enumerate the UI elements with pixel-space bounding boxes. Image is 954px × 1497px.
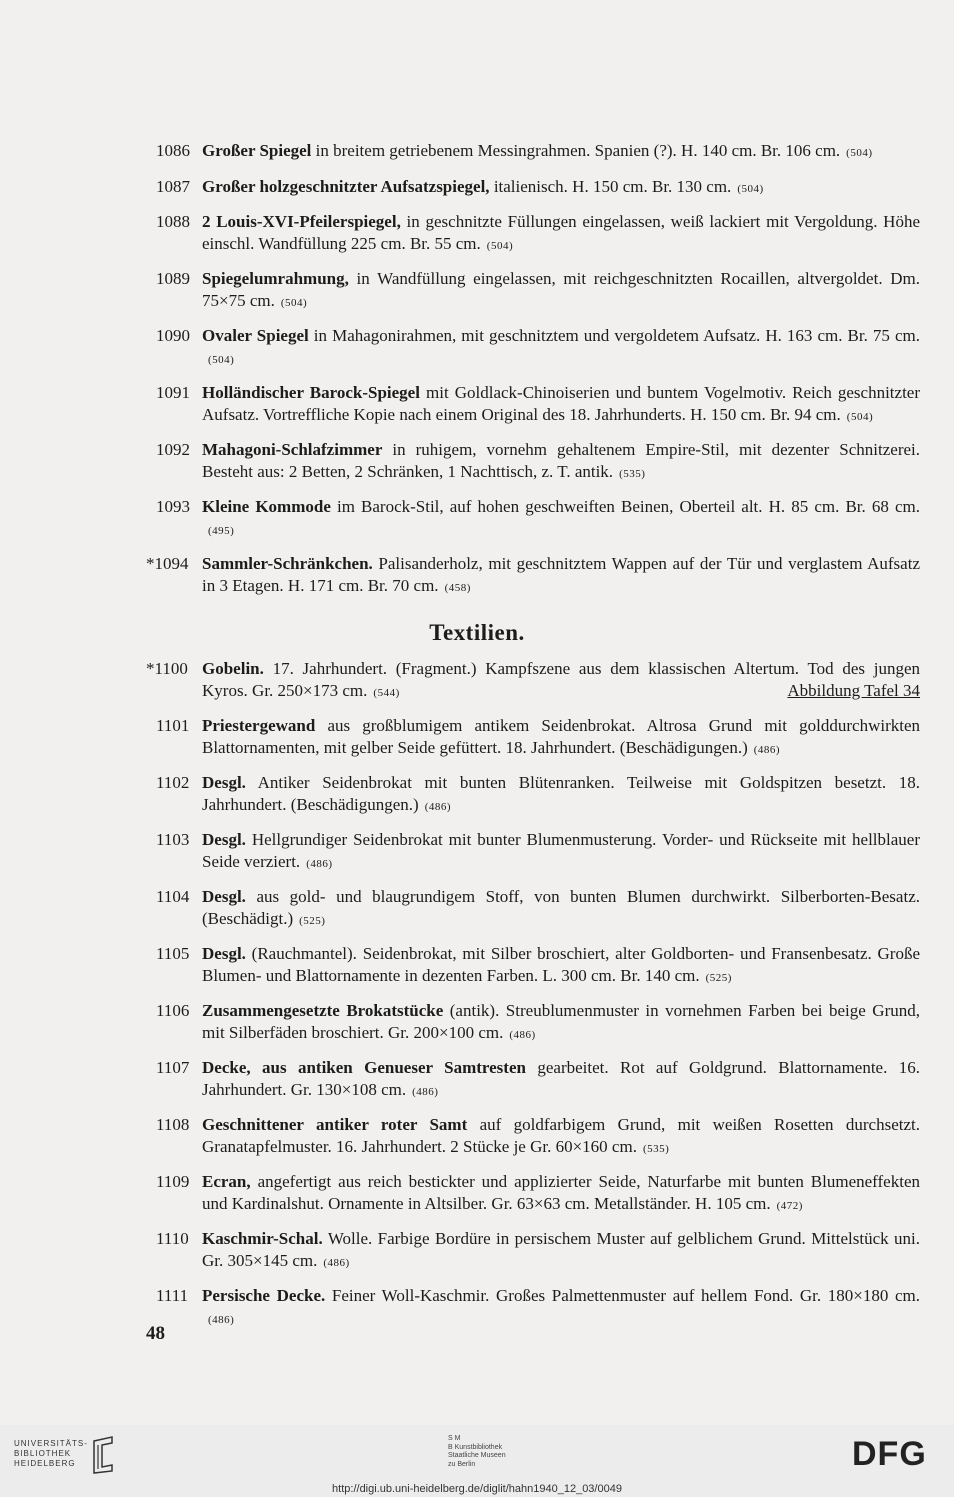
lot-title: Ovaler Spiegel (202, 326, 309, 345)
catalog-entry (158, 496, 920, 542)
lot-number: 1092 (156, 440, 190, 459)
digitization-footer (0, 1425, 954, 1497)
lot-title: 2 Louis-XVI-Pfeilerspiegel, (202, 212, 401, 231)
consignor-ref: (525) (299, 914, 326, 927)
page-number: 48 (146, 1323, 165, 1344)
lot-description: (antik). Streublumenmuster in vornehmen Farben bei beige Grund, mit Silberfäden broschiert. Gr. 200×100 cm. (202, 1001, 920, 1042)
catalog-entry (158, 439, 920, 485)
lot-description: im Barock-Stil, auf hohen geschweiften Beinen, Oberteil alt. H. 85 cm. Br. 68 cm. (330, 497, 920, 516)
lot-number: 1107 (156, 1058, 190, 1077)
lot-number: 1105 (156, 944, 190, 963)
catalog-entries-furniture (146, 140, 921, 610)
lot-description: gearbeitet. Rot auf Goldgrund. Blattornamente. 16. Jahrhundert. Gr. 130×108 cm. (202, 1058, 920, 1099)
consignor-ref: (458) (444, 581, 471, 594)
catalog-entry (158, 943, 920, 989)
catalog-entry (158, 176, 920, 201)
lot-number: *1094 (146, 554, 189, 573)
consignor-ref: (504) (208, 353, 235, 366)
consignor-ref: (535) (642, 1142, 670, 1155)
catalog-entry (158, 1171, 920, 1217)
consignor-ref: (495) (208, 524, 235, 537)
lot-description: (Rauchmantel). Seidenbrokat, mit Silber broschiert, alter Goldborten- und Fransenbesatz. Große Blumen- und Blattornamente in dezenten Farben. L. 300 cm. Br. 140 cm. (202, 944, 920, 985)
catalog-entry (158, 382, 920, 428)
lot-title: Desgl. (202, 944, 246, 963)
lot-title: Kleine Kommode (202, 497, 331, 516)
permalink-url[interactable]: http://digi.ub.uni-heidelberg.de/diglit/hahn1940_12_03/0049 (332, 1483, 622, 1495)
lot-number: 1089 (156, 269, 190, 288)
plate-reference: Abbildung Tafel 34 (787, 680, 920, 700)
lot-number: 1106 (156, 1001, 190, 1020)
consignor-ref: (535) (619, 467, 646, 480)
consignor-ref: (504) (280, 296, 308, 309)
catalog-entry (158, 1000, 920, 1046)
lot-description: Wolle. Farbige Bordüre in persischem Muster auf gelblichem Grund. Mittelstück uni. Gr. 305×145 cm. (202, 1229, 920, 1270)
lot-description: angefertigt aus reich bestickter und applizierter Seide, Naturfarbe mit bunten Blumeneffekten und Kardinalshut. Ornamente in Altsilber. Gr. 63×63 cm. Metallständer. H. 105 cm. (202, 1172, 920, 1213)
lot-description: auf goldfarbigem Grund, mit weißen Rosetten durchsetzt. Granatapfelmuster. 16. Jahrhundert. 2 Stücke je Gr. 60×160 cm. (202, 1115, 920, 1156)
catalog-entry (158, 772, 920, 818)
consignor-ref: (486) (306, 857, 333, 870)
lot-title: Spiegelumrahmung, (202, 269, 349, 288)
dfg-logo: DFG (852, 1435, 927, 1473)
consignor-ref: (504) (737, 182, 764, 195)
consignor-ref: (544) (373, 686, 400, 699)
lot-title: Kaschmir-Schal. (202, 1229, 323, 1248)
lot-title: Priestergewand (202, 716, 316, 735)
catalog-entries-textiles (146, 658, 920, 1342)
consignor-ref: (486) (509, 1028, 536, 1041)
lot-number: 1091 (156, 383, 190, 402)
catalog-entry (158, 325, 920, 371)
lot-description: italienisch. H. 150 cm. Br. 130 cm. (489, 176, 732, 196)
lot-number: 1101 (156, 716, 190, 735)
university-emblem-icon (90, 1435, 116, 1475)
lot-title: Ecran, (202, 1172, 251, 1191)
lot-title: Zusammengesetzte Brokatstücke (202, 1001, 444, 1020)
consignor-ref: (525) (705, 971, 732, 984)
lot-number: 1110 (156, 1229, 189, 1248)
lot-title: Großer holzgeschnitzter Aufsatzspiegel, (202, 176, 490, 196)
catalog-entry (158, 715, 920, 761)
lot-number: 1109 (156, 1172, 190, 1191)
catalog-entry (146, 658, 920, 704)
lot-title: Sammler-Schränkchen. (202, 554, 373, 573)
lot-title: Holländischer Barock-Spiegel (202, 383, 420, 402)
consignor-ref: (486) (412, 1085, 439, 1098)
university-library-logo: UNIVERSITÄTS- BIBLIOTHEK HEIDELBERG (14, 1439, 88, 1468)
catalog-entry (158, 1228, 920, 1274)
catalog-entry (158, 1285, 920, 1331)
consignor-ref: (504) (846, 147, 873, 159)
lot-number: 1086 (156, 141, 190, 160)
catalog-entry (158, 211, 920, 257)
lot-number: 1093 (156, 497, 190, 516)
kunstbibliothek-logo: S M B Kunstbibliothek Staatliche Museen zu Berlin (448, 1435, 506, 1468)
lot-title: Geschnittener antiker roter Samt (202, 1115, 468, 1134)
lot-number: 1087 (156, 176, 190, 196)
consignor-ref: (486) (208, 1313, 235, 1326)
consignor-ref: (486) (753, 743, 781, 756)
lot-title: Mahagoni-Schlafzimmer (202, 440, 383, 459)
catalog-entry (158, 829, 920, 875)
lot-description: Palisanderholz, mit geschnitztem Wappen auf der Tür und verglastem Aufsatz in 3 Etagen. H. 171 cm. Br. 70 cm. (202, 554, 920, 595)
lot-title: Persische Decke. (202, 1286, 326, 1305)
lot-title: Decke, aus antiken Genueser Samtresten (202, 1058, 526, 1077)
catalog-entry (158, 886, 920, 932)
lot-number: *1100 (146, 659, 188, 678)
lot-number: 1108 (156, 1115, 190, 1134)
lot-number: 1104 (156, 887, 190, 906)
catalog-entry (158, 140, 920, 165)
lot-number: 1102 (156, 773, 190, 792)
catalog-entry (146, 553, 920, 599)
lot-description: in Mahagonirahmen, mit geschnitztem und vergoldetem Aufsatz. H. 163 cm. Br. 75 cm. (308, 326, 921, 345)
section-title: Textilien. (429, 620, 525, 645)
lot-description: 17. Jahrhundert. (Fragment.) Kampfszene aus dem klassischen Altertum. Tod des jungen Kyros. Gr. 250×173 cm. (202, 659, 920, 700)
lot-description: in geschnitzte Füllungen eingelassen, weiß lackiert mit Vergoldung. Höhe einschl. Wandfüllung 225 cm. Br. 55 cm. (202, 212, 920, 253)
catalog-entry (158, 1057, 920, 1103)
lot-title: Desgl. (202, 887, 246, 906)
lot-number: 1090 (156, 326, 190, 345)
lot-description: in breitem getriebenem Messingrahmen. Spanien (?). H. 140 cm. Br. 106 cm. (311, 141, 841, 160)
catalog-entry (158, 268, 920, 314)
lot-title: Desgl. (202, 830, 246, 849)
lot-number: 1088 (156, 212, 190, 231)
catalog-entry (158, 1114, 920, 1160)
lot-number: 1103 (156, 830, 190, 849)
consignor-ref: (486) (323, 1256, 350, 1269)
lot-title: Großer Spiegel (202, 141, 312, 160)
lot-title: Gobelin. (202, 659, 264, 678)
lot-description: in ruhigem, vornehm gehaltenem Empire-Stil, mit dezenter Schnitzerei. Besteht aus: 2 Betten, 2 Schränken, 1 Nachttisch, z. T. antik. (202, 440, 920, 481)
lot-description: aus großblumigem antikem Seidenbrokat. Altrosa Grund mit golddurchwirkten Blattornamenten, mit gelber Seide gefüttert. 18. Jahrhundert. (Beschädigungen.) (202, 716, 920, 757)
lot-description: Antiker Seidenbrokat mit bunten Blütenranken. Teilweise mit Goldspitzen besetzt. 18. Jahrhundert. (Beschädigungen.) (202, 773, 920, 814)
lot-description: Hellgrundiger Seidenbrokat mit bunter Blumenmusterung. Vorder- und Rückseite mit hellblauer Seide verziert. (202, 830, 920, 871)
lot-description: Feiner Woll-Kaschmir. Großes Palmettenmuster auf hellem Fond. Gr. 180×180 cm. (325, 1286, 920, 1305)
consignor-ref: (504) (486, 239, 514, 252)
consignor-ref: (504) (846, 410, 874, 423)
lot-number: 1111 (156, 1286, 189, 1305)
consignor-ref: (486) (424, 800, 452, 813)
consignor-ref: (472) (776, 1199, 803, 1212)
lot-description: in Wandfüllung eingelassen, mit reichgeschnitzten Rocaillen, altvergoldet. Dm. 75×75 cm. (202, 269, 920, 310)
lot-title: Desgl. (202, 773, 246, 792)
lot-description: aus gold- und blaugrundigem Stoff, von bunten Blumen durchwirkt. Silberborten-Besatz. (Beschädigt.) (202, 887, 920, 928)
lot-description: mit Goldlack-Chinoiserien und buntem Vogelmotiv. Reich geschnitzter Aufsatz. Vortreffliche Kopie nach einem Original des 18. Jahrhunderts. H. 150 cm. Br. 94 cm. (202, 383, 921, 424)
